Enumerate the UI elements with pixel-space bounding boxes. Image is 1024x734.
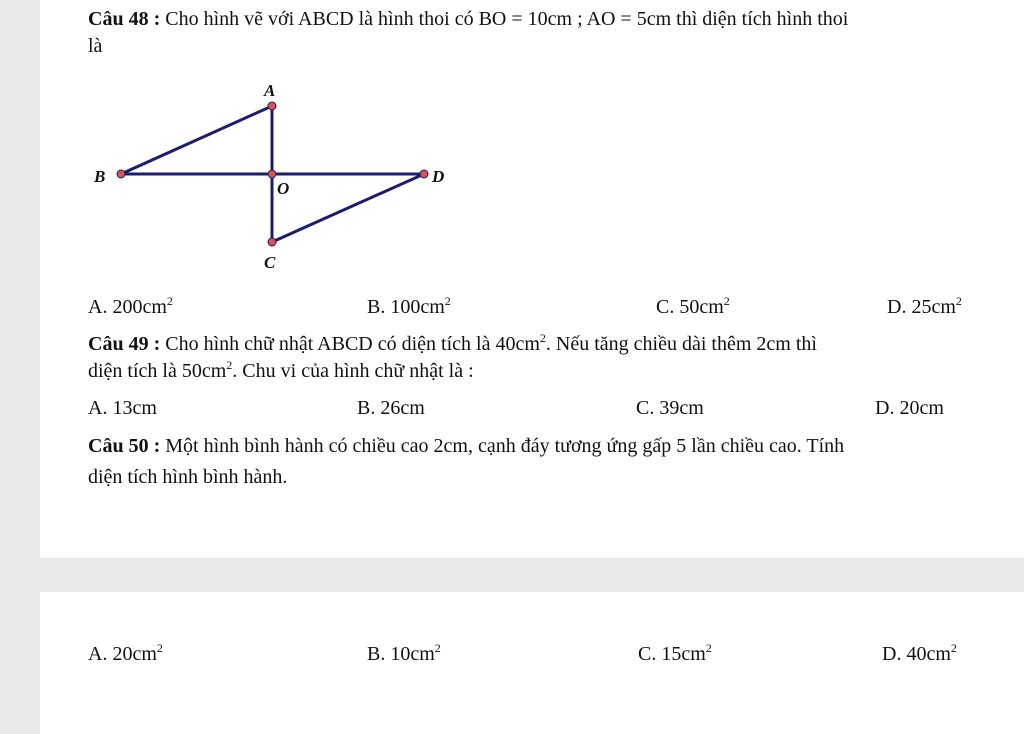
vertex-c-label: C bbox=[264, 253, 276, 272]
q50-option-b[interactable]: B. $10cm^2$ bbox=[367, 641, 441, 665]
page-sheet-bottom bbox=[40, 592, 1024, 734]
question-49-label: Câu 49 : bbox=[88, 333, 161, 355]
center-o-label: O bbox=[277, 179, 290, 198]
q49-option-c[interactable]: C. 39cm bbox=[636, 397, 704, 419]
q50-option-d[interactable]: D. $40cm^2$ bbox=[882, 641, 957, 665]
question-49-line1: Câu 49 : Cho hình chữ nhật ABCD có diện tích là $40cm^2$. Nếu tăng chiều dài thêm 2cm thì bbox=[88, 331, 817, 355]
q48-option-a[interactable]: A. $200cm^2$ bbox=[88, 294, 173, 318]
q49-option-d[interactable]: D. 20cm bbox=[875, 397, 944, 419]
q48-option-d[interactable]: D. $25cm^2$ bbox=[887, 294, 962, 318]
vertex-b-label: B bbox=[94, 167, 106, 186]
question-48-text bbox=[88, 6, 993, 32]
question-48-label: Câu 48 : bbox=[88, 8, 161, 30]
vertex-b-dot bbox=[117, 170, 125, 178]
q49-option-a[interactable]: A. 13cm bbox=[88, 397, 157, 419]
question-50-label: Câu 50 : bbox=[88, 435, 161, 457]
question-50-line1: Câu 50 : Một hình bình hành có chiều cao 2cm, cạnh đáy tương ứng gấp 5 lần chiều cao. Tính bbox=[88, 435, 845, 457]
vertex-a-label: A bbox=[264, 81, 276, 100]
question-48-line2: là bbox=[88, 35, 103, 57]
q49-option-b[interactable]: B. 26cm bbox=[357, 397, 425, 419]
question-48-line1: Cho hình vẽ với ABCD là hình thoi có BO = 10cm ; AO = 5cm thì diện tích hình thoi bbox=[160, 8, 849, 30]
question-50-line2: diện tích hình bình hành. bbox=[88, 466, 288, 488]
vertex-a-dot bbox=[268, 102, 276, 110]
q50-option-c[interactable]: C. $15cm^2$ bbox=[638, 641, 712, 665]
vertex-d-dot bbox=[420, 170, 428, 178]
center-o-dot bbox=[268, 170, 276, 178]
q50-option-a[interactable]: A. $20cm^2$ bbox=[88, 641, 163, 665]
q48-option-c[interactable]: C. $50cm^2$ bbox=[656, 294, 730, 318]
question-49-line2: diện tích là $50cm^2$. Chu vi của hình chữ nhật là : bbox=[88, 358, 474, 382]
vertex-d-label: D bbox=[432, 167, 445, 186]
rhombus-figure bbox=[88, 78, 468, 278]
q48-option-b[interactable]: B. $100cm^2$ bbox=[367, 294, 451, 318]
vertex-c-dot bbox=[268, 238, 276, 246]
